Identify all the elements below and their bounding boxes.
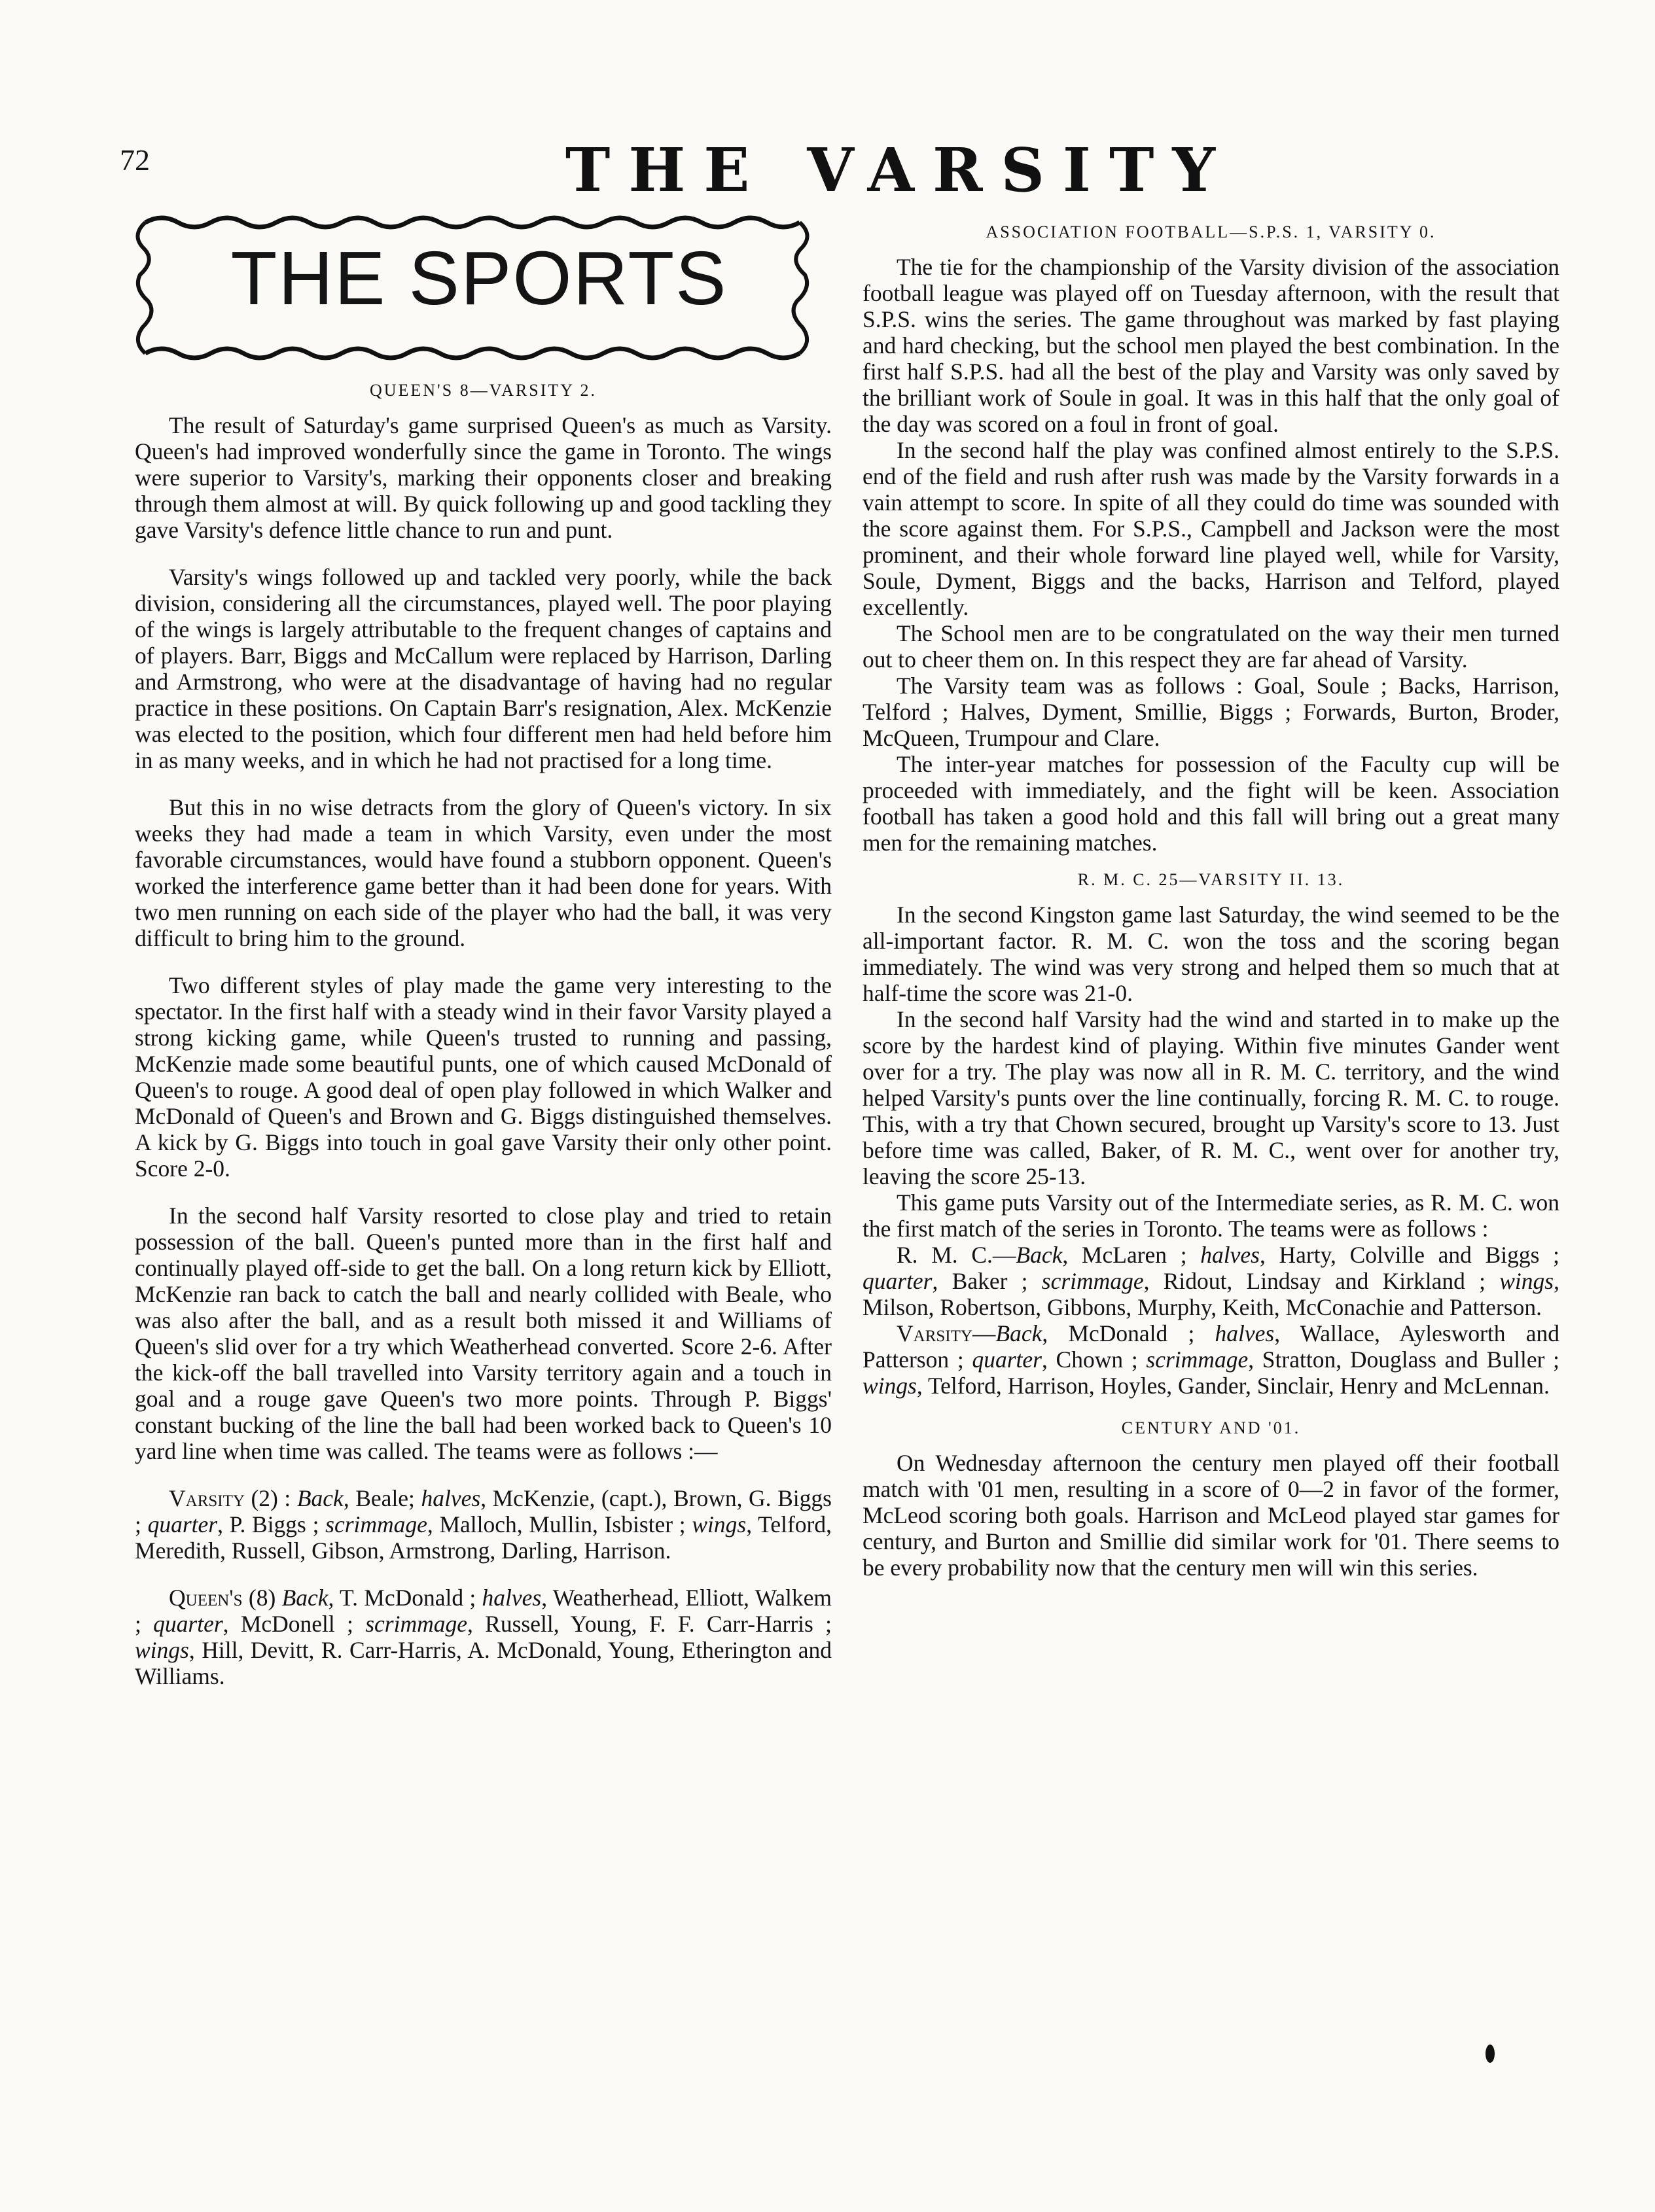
section-heading: QUEEN'S 8—VARSITY 2. bbox=[369, 381, 597, 400]
article-paragraph: This game puts Varsity out of the Intermediate series, as R. M. C. won the first match of the series in Toronto. The teams were as follows : bbox=[863, 1189, 1559, 1242]
section-heading: R. M. C. 25—VARSITY II. 13. bbox=[1077, 870, 1345, 889]
player-names: , McDonell ; bbox=[222, 1611, 366, 1637]
player-names: , Wallace, Aylesworth and Patterson ; bbox=[863, 1320, 1559, 1373]
position-label: wings bbox=[135, 1637, 189, 1663]
position-label: quarter bbox=[972, 1346, 1042, 1373]
team-lineup-rmc bbox=[863, 1242, 1559, 1320]
article-paragraph: In the second half Varsity resorted to close play and tried to retain possession of the ball. Queen's punted more than in the first half and continually played off-side to get the ball. On a long return kick by Elliott, McKenzie ran back to catch the ball and nearly collided with Beale, who was also after the ball, and as a result both missed it and Williams of Queen's slid over for a try which Weatherhead converted. Score 2-6. After the kick-off the ball travelled into Varsity territory again and a touch in goal and a rouge gave Queen's two more points. Through P. Biggs' constant bucking of the line the ball had been worked back to Queen's 10 yard line when time was called. The teams were as follows :— bbox=[135, 1203, 832, 1464]
article-paragraph: In the second Kingston game last Saturday, the wind seemed to be the all-important factor. R. M. C. won the toss and the scoring began immediately. The wind was very strong and helped them so much that at half-time the score was 21-0. bbox=[863, 902, 1559, 1006]
position-label: quarter bbox=[153, 1611, 223, 1637]
player-names: , T. McDonald ; bbox=[328, 1585, 482, 1611]
team-lineup-varsity-ii bbox=[863, 1320, 1559, 1399]
position-label: Back bbox=[995, 1320, 1042, 1346]
player-names: , Baker ; bbox=[932, 1268, 1042, 1294]
position-label: halves bbox=[1200, 1242, 1260, 1268]
position-label: quarter bbox=[863, 1268, 933, 1294]
article-paragraph: The School men are to be congratulated on the way their men turned out to cheer them on. In this respect they are far ahead of Varsity. bbox=[863, 620, 1559, 673]
player-names: , Beale; bbox=[343, 1485, 421, 1511]
position-label: wings bbox=[692, 1511, 747, 1537]
player-names: , McDonald ; bbox=[1042, 1320, 1215, 1346]
player-names: , Stratton, Douglass and Buller ; bbox=[1248, 1346, 1559, 1373]
position-label: scrimmage bbox=[1146, 1346, 1249, 1373]
player-names: , McKenzie, (capt.), Brown, G. Biggs ; bbox=[135, 1485, 832, 1537]
article-paragraph: On Wednesday afternoon the century men played off their football match with '01 men, resulting in a score of 0—2 in favor of the former, McLeod scoring both goals. Harrison and McLeod played star games for century, and Burton and Smillie did similar work for '01. There seems to be every probability now that the century men will win this series. bbox=[863, 1450, 1559, 1581]
player-names: , Weatherhead, Elliott, Walkem ; bbox=[135, 1585, 832, 1637]
ink-mark bbox=[1486, 2045, 1495, 2063]
sports-title: THE SPORTS bbox=[230, 236, 728, 321]
masthead-title: THE VARSITY bbox=[565, 135, 1234, 205]
section-heading: ASSOCIATION FOOTBALL—S.P.S. 1, VARSITY 0. bbox=[986, 222, 1436, 241]
team-lineup-varsity bbox=[135, 1485, 832, 1564]
article-paragraph: Varsity's wings followed up and tackled very poorly, while the back division, considering all the circumstances, played well. The poor playing of the wings is largely attributable to the frequent changes of captains and of players. Barr, Biggs and McCallum were replaced by Harrison, Darling and Armstrong, who were at the disadvantage of having had no regular practice in these positions. On Captain Barr's resignation, Alex. McKenzie was elected to the position, which four different men had held before him in as many weeks, and in which he had not practised for a long time. bbox=[135, 564, 832, 773]
team-name: Varsity— bbox=[897, 1320, 996, 1346]
article-paragraph: In the second half Varsity had the wind and started in to make up the score by the hardest kind of playing. Within five minutes Gander went over for a try. The play was now all in R. M. C. territory, and the wind helped Varsity's punts over the line continually, forcing R. M. C. to rouge. This, with a try that Chown secured, brought up Varsity's score to 13. Just before time was called, Baker, of R. M. C., went over for another try, leaving the score 25-13. bbox=[863, 1006, 1559, 1189]
article-paragraph: In the second half the play was confined almost entirely to the S.P.S. end of the field and rush after rush was made by the Varsity forwards in a vain attempt to score. In spite of all they could do time was sounded with the score against them. For S.P.S., Campbell and Jackson were the most prominent, and their whole forward line played well, while for Varsity, Soule, Dyment, Biggs and the backs, Harrison and Telford, played excellently. bbox=[863, 437, 1559, 620]
player-names: , Telford, Meredith, Russell, Gibson, Armstrong, Darling, Harrison. bbox=[135, 1511, 832, 1564]
team-lineup-queens bbox=[135, 1585, 832, 1689]
player-names: , Harty, Colville and Biggs ; bbox=[1259, 1242, 1559, 1268]
article-paragraph: The inter-year matches for possession of the Faculty cup will be proceeded with immediately, and the fight will be keen. Association football has taken a good hold and this fall will bring out a great many men for the remaining matches. bbox=[863, 751, 1559, 856]
player-names: , Hill, Devitt, R. Carr-Harris, A. McDonald, Young, Etherington and Williams. bbox=[135, 1637, 832, 1689]
position-label: scrimmage bbox=[325, 1511, 427, 1537]
article-paragraph: The tie for the championship of the Varsity division of the association football league was played off on Tuesday afternoon, with the result that S.P.S. wins the series. The game throughout was marked by fast playing and hard checking, but the school men played the best combination. In the first half S.P.S. had all the best of the play and Varsity was only saved by the brilliant work of Soule in goal. It was in this half that the only goal of the day was scored on a foul in front of goal. bbox=[863, 254, 1559, 437]
player-names: , Telford, Harrison, Hoyles, Gander, Sinclair, Henry and McLennan. bbox=[916, 1373, 1550, 1399]
team-name: Queen's (8) bbox=[169, 1585, 282, 1611]
article-paragraph: The Varsity team was as follows : Goal, Soule ; Backs, Harrison, Telford ; Halves, Dyment, Smillie, Biggs ; Forwards, Burton, Broder, McQueen, Trumpour and Clare. bbox=[863, 673, 1559, 751]
position-label: wings bbox=[863, 1373, 917, 1399]
player-names: , Russell, Young, F. F. Carr-Harris ; bbox=[467, 1611, 832, 1637]
article-paragraph: But this in no wise detracts from the glory of Queen's victory. In six weeks they had made a team in which Varsity, even under the most favorable circumstances, would have found a stubborn opponent. Queen's worked the interference game better than it had been done for years. With two men running on each side of the player who had the ball, it was very difficult to bring him to the ground. bbox=[135, 794, 832, 951]
masthead bbox=[0, 135, 1655, 205]
article-paragraph: The result of Saturday's game surprised Queen's as much as Varsity. Queen's had improved wonderfully since the game in Toronto. The wings were superior to Varsity's, marking their opponents closer and breaking through them almost at will. By quick following up and good tackling they gave Varsity's defence little chance to run and punt. bbox=[135, 412, 832, 543]
article-paragraph: Two different styles of play made the game very interesting to the spectator. In the first half with a steady wind in their favor Varsity played a strong kicking game, while Queen's trusted to running and passing, McKenzie made some beautiful punts, one of which caused McDonald of Queen's to rouge. A good deal of open play followed in which Walker and McDonald of Queen's and Brown and G. Biggs distinguished themselves. A kick by G. Biggs into touch in goal gave Varsity their only other point. Score 2-0. bbox=[135, 972, 832, 1182]
page-number: 72 bbox=[120, 143, 150, 177]
position-label: halves bbox=[421, 1485, 481, 1511]
position-label: Back bbox=[1016, 1242, 1063, 1268]
player-names: , Milson, Robertson, Gibbons, Murphy, Keith, McConachie and Patterson. bbox=[863, 1268, 1559, 1320]
player-names: , P. Biggs ; bbox=[217, 1511, 326, 1537]
left-column bbox=[135, 209, 832, 1689]
right-column bbox=[863, 209, 1559, 1581]
player-names: , Malloch, Mullin, Isbister ; bbox=[427, 1511, 692, 1537]
sports-banner bbox=[132, 209, 826, 366]
position-label: Back bbox=[281, 1585, 329, 1611]
position-label: scrimmage bbox=[1041, 1268, 1144, 1294]
player-names: , Ridout, Lindsay and Kirkland ; bbox=[1143, 1268, 1500, 1294]
position-label: wings bbox=[1499, 1268, 1554, 1294]
position-label: quarter bbox=[147, 1511, 218, 1537]
section-heading: CENTURY AND '01. bbox=[1121, 1418, 1301, 1437]
position-label: halves bbox=[482, 1585, 542, 1611]
team-name: Varsity (2) : bbox=[169, 1485, 297, 1511]
player-names: , Chown ; bbox=[1041, 1346, 1147, 1373]
position-label: halves bbox=[1215, 1320, 1275, 1346]
team-name: R. M. C.— bbox=[897, 1242, 1016, 1268]
position-label: Back bbox=[296, 1485, 344, 1511]
player-names: , McLaren ; bbox=[1062, 1242, 1201, 1268]
position-label: scrimmage bbox=[365, 1611, 467, 1637]
